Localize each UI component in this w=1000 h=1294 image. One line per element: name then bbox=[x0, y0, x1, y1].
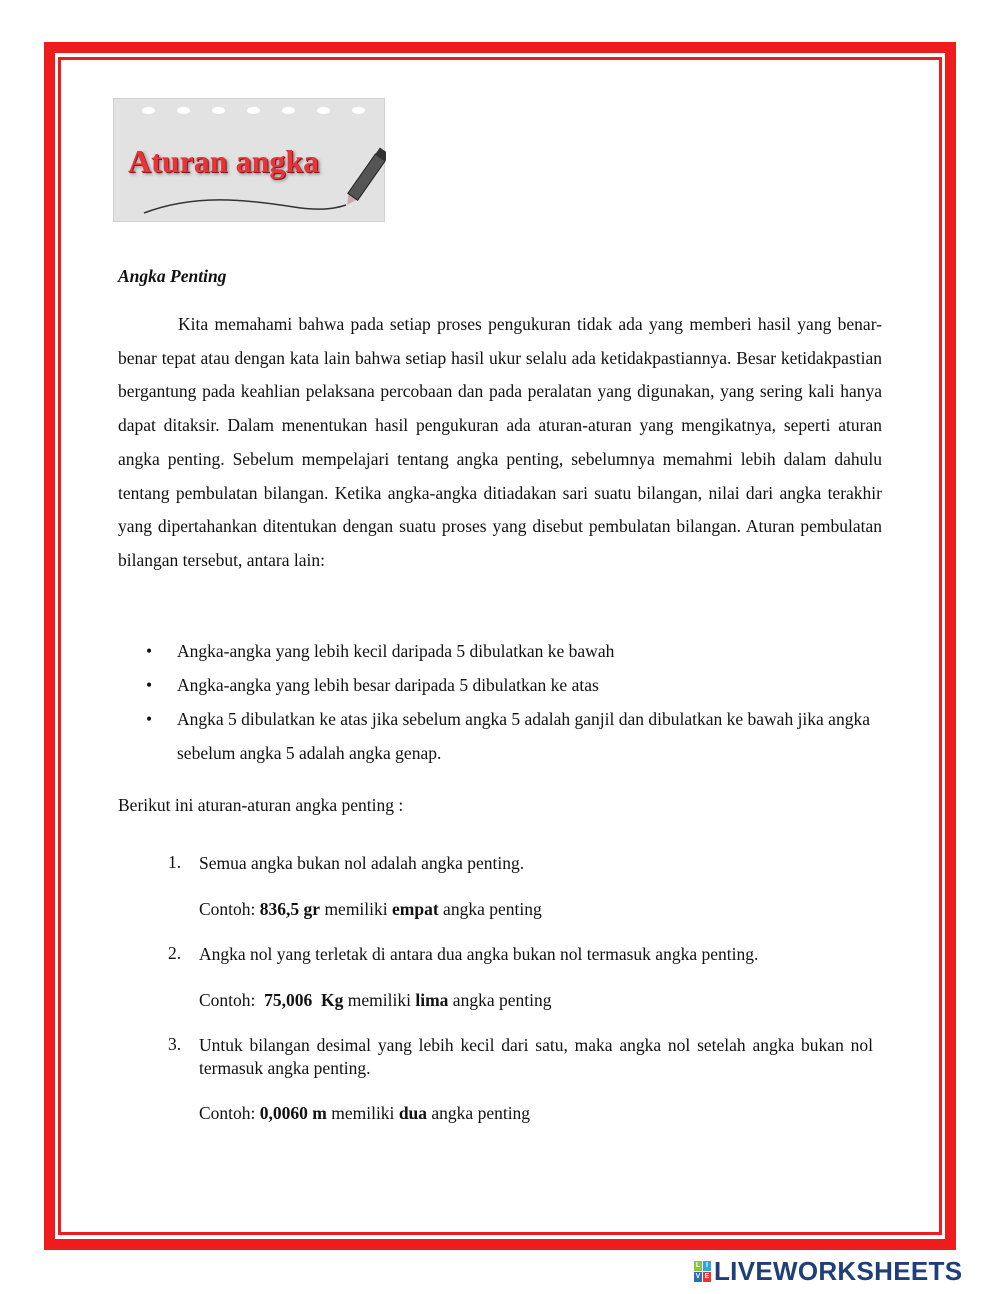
rule-text: Angka nol yang terletak di antara dua angka bukan nol termasuk angka penting. bbox=[199, 944, 759, 964]
rule-text: Untuk bilangan desimal yang lebih kecil dari satu, maka angka nol setelah angka bukan nol termasuk angka penting. bbox=[199, 1035, 873, 1078]
list-item: • Angka-angka yang lebih kecil daripada 5 dibulatkan ke bawah bbox=[146, 641, 615, 661]
list-item-text: Angka 5 dibulatkan ke atas jika sebelum angka 5 adalah ganjil dan dibulatkan ke bawah jika angka sebelum angka 5 adalah angka genap. bbox=[177, 709, 870, 763]
rule-number: 1. bbox=[168, 852, 182, 872]
list-item-text: Angka-angka yang lebih besar daripada 5 dibulatkan ke atas bbox=[177, 675, 599, 695]
pencil-icon bbox=[114, 99, 386, 223]
rule-text: Semua angka bukan nol adalah angka penting. bbox=[199, 853, 525, 873]
rule-3-example: Contoh: 0,0060 m memiliki dua angka penting bbox=[199, 1103, 531, 1123]
banner-title: Aturan angka bbox=[128, 143, 320, 179]
rule-2-example: Contoh: 75,006 Kg memiliki lima angka penting bbox=[199, 990, 552, 1010]
title-banner bbox=[113, 98, 385, 222]
list-item: • Angka-angka yang lebih besar daripada 5 dibulatkan ke atas bbox=[146, 675, 599, 695]
rule-number: 3. bbox=[168, 1034, 182, 1054]
rule-2 bbox=[168, 943, 873, 966]
rule-1-example: Contoh: 836,5 gr memiliki empat angka penting bbox=[199, 899, 542, 919]
section-heading: Angka Penting bbox=[118, 266, 227, 286]
intro-paragraph: Kita memahami bahwa pada setiap proses pengukuran tidak ada yang memberi hasil yang benar-benar tepat atau dengan kata lain bahwa setiap hasil ukur selalu ada ketidakpastiannya. Besar ketidakpastian bergantung pada keahlian pelaksana percobaan dan pada peralatan yang digunakan, yang sering kali hanya dapat ditaksir. Dalam menentukan hasil pengukuran ada aturan-aturan yang mengikatnya, seperti aturan angka penting. Sebelum mempelajari tentang angka penting, sebelumnya memahmi lebih dalam dahulu tentang pembulatan bilangan. Ketika angka-angka ditiadakan sari suatu bilangan, nilai dari angka terakhir yang dipertahankan ditentukan dengan suatu proses yang disebut pembulatan bilangan. Aturan pembulatan bilangan tersebut, antara lain: bbox=[118, 314, 882, 570]
list-item: • Angka 5 dibulatkan ke atas jika sebelum angka 5 adalah ganjil dan dibulatkan ke bawah jika angka sebelum angka 5 adalah angka genap. bbox=[146, 709, 870, 763]
liveworksheets-wordmark: LIVEWORKSHEETS bbox=[714, 1256, 963, 1286]
live-logo-icon: L I V E bbox=[695, 1262, 710, 1280]
rule-3 bbox=[168, 1034, 873, 1080]
rounding-rules-list bbox=[118, 634, 882, 770]
rule-1 bbox=[168, 852, 873, 875]
list-item-text: Angka-angka yang lebih kecil daripada 5 dibulatkan ke bawah bbox=[177, 641, 615, 661]
rules-intro: Berikut ini aturan-aturan angka penting : bbox=[118, 795, 404, 815]
rule-number: 2. bbox=[168, 943, 182, 963]
liveworksheets-logo bbox=[694, 1256, 962, 1287]
